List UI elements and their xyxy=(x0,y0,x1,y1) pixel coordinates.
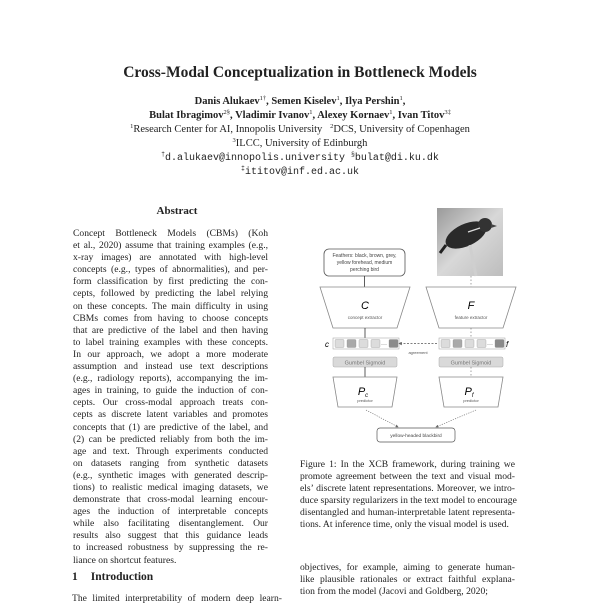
figure-1-diagram xyxy=(300,205,520,455)
text-line: tions. At inference time, only the visual model is used. xyxy=(300,519,509,531)
figure-caption xyxy=(300,459,515,532)
text-latent-symbol: c xyxy=(325,340,329,349)
text-predictor-label: predictor xyxy=(357,398,373,403)
text-line: The limited interpretability of modern deep learn- xyxy=(72,593,282,604)
text-line: objectives, for example, aiming to generate human- xyxy=(300,562,515,573)
affiliation-line-1: $^1$Research Center for AI, Innopolis University $^2$DCS, University of Copenhagen xyxy=(130,123,470,135)
text-line: duce sparsity regularizers in the text model to encourage xyxy=(300,495,517,507)
text-line: tion from the model (Jacovi and Goldberg, 2020; xyxy=(300,586,488,598)
text-line: CBMs comes from having to choose concepts xyxy=(73,312,268,324)
text-line: to label training examples with these concepts. xyxy=(73,336,268,348)
text-line: like plausible rationales or extract faithful explana- xyxy=(300,574,515,586)
visual-latent-symbol: f xyxy=(506,340,509,349)
text-line: demonstrate that cross-modal learning encour- xyxy=(73,494,268,506)
text-input-line: yellow forehead, medium xyxy=(336,260,393,266)
text-line: (2) can be predicted reliably from both the im- xyxy=(73,433,268,445)
latent-unit xyxy=(347,340,356,348)
visual-predictor-symbol: Pf xyxy=(464,386,474,399)
author: Alexey Kornaev$^1$ xyxy=(317,109,393,121)
text-predictor-symbol: Pc xyxy=(357,386,369,399)
ellipsis: ··· xyxy=(487,342,493,348)
text-line: cepts. Our cross-modal approach treats con- xyxy=(73,397,268,409)
concept-extractor-symbol: C xyxy=(361,300,369,312)
text-line: results also suggest that this guidance leads xyxy=(73,530,268,542)
text-line: Figure 1: In the XCB framework, during training we xyxy=(300,459,515,470)
text-line: age and text. Through experiments conducted xyxy=(73,445,268,457)
text-line: ages the induction of interpretable concepts xyxy=(73,506,268,518)
text-line: to increased robustness by suppressing the re- xyxy=(73,542,268,554)
paper-title: Cross-Modal Conceptualization in Bottleneck Models xyxy=(123,64,477,81)
author: Ivan Titov$^{3\ddagger}$ xyxy=(397,109,451,121)
text-line: et al., 2020) assume that training examples (e.g., xyxy=(73,240,268,252)
text-line: els’ discrete latent representations. Moreover, we intro- xyxy=(300,483,515,495)
text-line: (e.g., radiology reports), accompanying the im- xyxy=(73,373,268,385)
text-line: on datasets ranging from synthetic datasets xyxy=(73,457,268,469)
author: Vladimir Ivanov$^1$ xyxy=(235,109,313,121)
feature-extractor-label: feature extractor xyxy=(454,315,488,320)
text-line: (e.g., synthetic images with generated descrip- xyxy=(73,469,268,481)
text-line: cepts, followed by predicting the label relying xyxy=(73,288,268,300)
text-line: while also facilitating disentanglement. Our xyxy=(73,518,268,530)
abstract-body xyxy=(73,228,268,567)
text-line: liance on shortcut features. xyxy=(73,554,177,566)
gumbel-sigmoid-left-label: Gumbel Sigmoid xyxy=(344,360,386,367)
author-line-1: Danis Alukaev$^{1\dagger}$, Semen Kiselev$^1$, Ilya Pershin$^1$, xyxy=(194,95,406,107)
feature-extractor-symbol: F xyxy=(467,300,475,312)
abstract-heading: Abstract xyxy=(156,205,198,217)
latent-unit xyxy=(359,340,368,348)
ellipsis: ··· xyxy=(381,342,387,348)
author: Semen Kiselev$^1$ xyxy=(271,95,340,107)
agreement-label: agreement xyxy=(408,350,428,355)
email[interactable]: ititov@inf.ed.ac.uk xyxy=(244,167,359,178)
concept-extractor-label: concept extractor xyxy=(347,315,383,320)
text-line: In our approach, we adopt a more moderate xyxy=(73,348,268,360)
text-line: on these concepts. The main difficulty in using xyxy=(73,300,268,312)
email-line-2: ‡ititov@inf.ed.ac.uk xyxy=(241,165,359,178)
text-input-line: Feathers: black, brown, grey, xyxy=(332,253,397,259)
text-line: concepts that (1) are predictive of the label, and xyxy=(73,421,268,433)
bird-photo xyxy=(437,208,503,276)
gumbel-sigmoid-right-label: Gumbel Sigmoid xyxy=(450,360,492,367)
author: Bulat Ibragimov$^{2\S}$ xyxy=(149,109,231,121)
visual-predictor-label: predictor xyxy=(463,398,479,403)
latent-unit xyxy=(465,340,474,348)
email-line-1: †d.alukaev@innopolis.university §bulat@di.ku.dk xyxy=(161,151,439,164)
introduction-body xyxy=(72,593,282,605)
latent-unit xyxy=(453,340,462,348)
text-line: tions) to realistic medical imaging datasets, we xyxy=(73,481,268,493)
text-line: x-ray images) are annotated with high-level xyxy=(73,252,268,264)
text-line: cepts as discrete latent variables and promotes xyxy=(73,409,268,421)
email[interactable]: d.alukaev@innopolis.university xyxy=(164,153,345,164)
text-line: assumption and instead use text descriptions xyxy=(73,361,268,373)
text-line: concepts (e.g., types of abnormalities), and per- xyxy=(73,264,268,276)
output-label: yellow-headed blackbird xyxy=(390,434,442,439)
latent-unit xyxy=(495,340,504,348)
text-line: form classification by first predicting the con- xyxy=(73,276,268,288)
text-latent-vector xyxy=(333,338,399,349)
author-line-2: Bulat Ibragimov$^{2\S}$, Vladimir Ivanov$^1$, Alexey Kornaev$^1$, Ivan Titov$^{3\ddagger}$ xyxy=(149,109,451,121)
text-input-line: perching bird xyxy=(350,267,379,273)
author: Ilya Pershin$^1$ xyxy=(344,95,403,107)
latent-unit xyxy=(371,340,380,348)
latent-unit xyxy=(389,340,398,348)
latent-unit xyxy=(335,340,344,348)
visual-latent-vector xyxy=(439,338,505,349)
latent-unit xyxy=(477,340,486,348)
section-heading-introduction: 1 Introduction xyxy=(72,571,154,583)
text-line: that are predictive of the label and then having xyxy=(73,324,268,336)
text-line: disentangled and human-interpretable latent representa- xyxy=(300,507,515,519)
latent-unit xyxy=(441,340,450,348)
text-line: promote agreement between the text and visual mod- xyxy=(300,471,515,483)
text-line: ages in training, to guide the induction of con- xyxy=(73,385,268,397)
affiliation-line-2: $^3$ILCC, University of Edinburgh xyxy=(232,137,368,149)
text-line: Concept Bottleneck Models (CBMs) (Koh xyxy=(73,228,268,239)
right-column-body xyxy=(300,562,515,598)
author: Danis Alukaev$^{1\dagger}$ xyxy=(194,95,267,107)
email[interactable]: bulat@di.ku.dk xyxy=(354,153,439,164)
